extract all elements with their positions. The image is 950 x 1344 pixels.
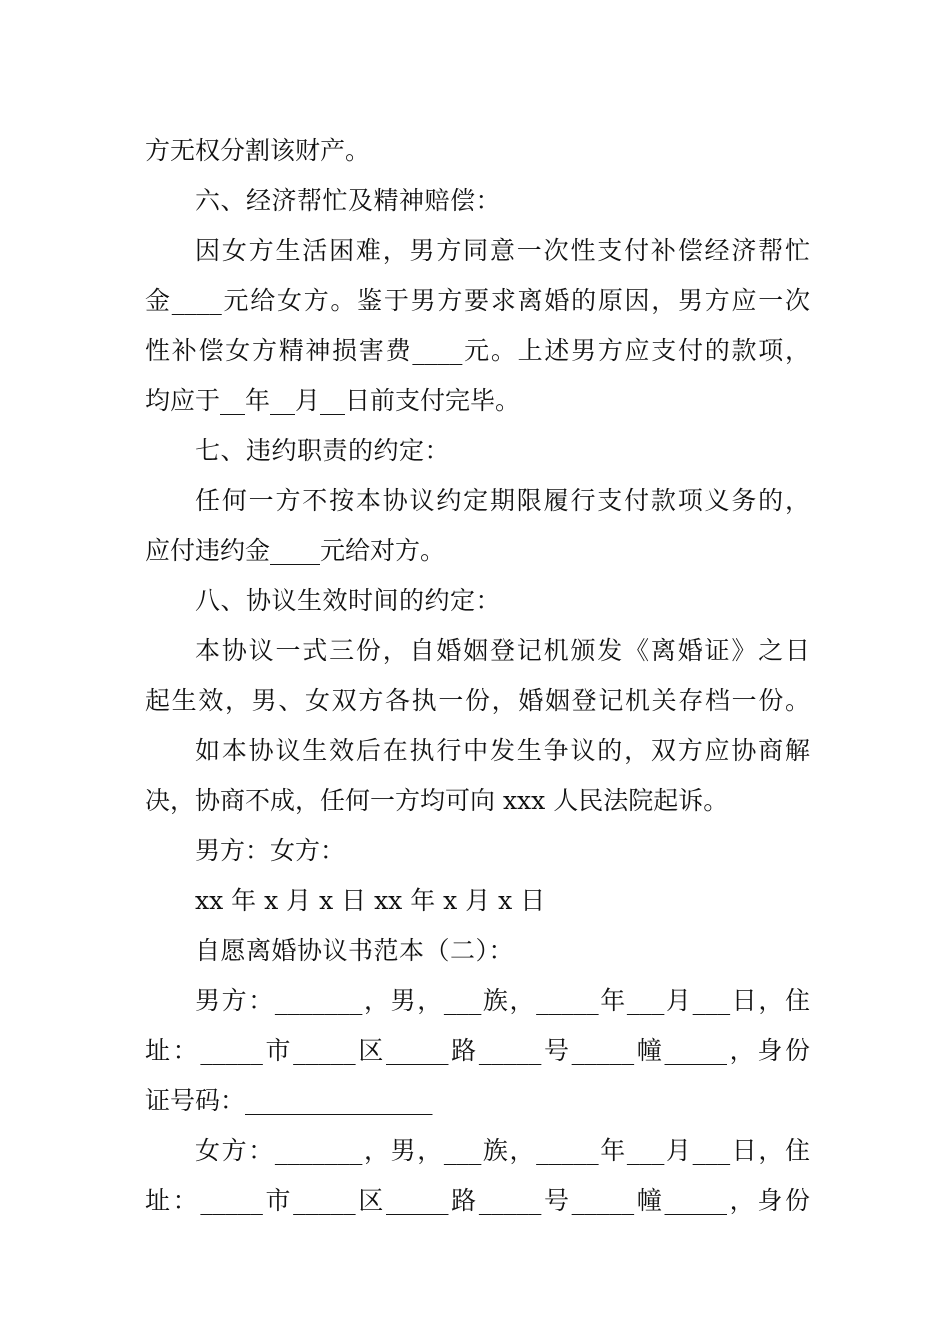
paragraph-line: 如本协议生效后在执行中发生争议的，双方应协商解	[195, 736, 810, 765]
signature-labels: 男方：女方：	[195, 836, 346, 865]
paragraph-line: 起生效，男、女双方各执一份，婚姻登记机关存档一份。	[145, 686, 810, 715]
paragraph-line: 金____元给女方。鉴于男方要求离婚的原因，男方应一次	[145, 286, 810, 315]
party-male-address-line: 址：_____市_____区_____路_____号_____幢_____，身份	[145, 1036, 810, 1065]
paragraph-line: 任何一方不按本协议约定期限履行支付款项义务的，	[195, 486, 810, 515]
party-male-id-line: 证号码：_______________	[145, 1086, 433, 1115]
paragraph-line: 方无权分割该财产。	[145, 136, 371, 165]
party-female-line: 女方：_______，男，___族，_____年___月___日，住	[195, 1136, 810, 1165]
paragraph-line: 性补偿女方精神损害费____元。上述男方应支付的款项，	[145, 336, 810, 365]
paragraph-line: 应付违约金____元给对方。	[145, 536, 446, 565]
section-heading-6: 六、经济帮忙及精神赔偿：	[195, 186, 502, 215]
template-title: 自愿离婚协议书范本（二）：	[195, 936, 515, 965]
section-heading-7: 七、违约职责的约定：	[195, 436, 451, 465]
paragraph-line: 决，协商不成，任何一方均可向 xxx 人民法院起诉。	[145, 786, 729, 815]
signature-dates: xx 年 x 月 x 日 xx 年 x 月 x 日	[195, 886, 546, 915]
paragraph-line: 均应于__年__月__日前支付完毕。	[145, 386, 521, 415]
party-male-line: 男方：_______，男，___族，_____年___月___日，住	[195, 986, 810, 1015]
party-female-address-line: 址：_____市_____区_____路_____号_____幢_____，身份	[145, 1186, 810, 1215]
paragraph-line: 因女方生活困难，男方同意一次性支付补偿经济帮忙	[195, 236, 810, 265]
paragraph-line: 本协议一式三份，自婚姻登记机颁发《离婚证》之日	[195, 636, 810, 665]
section-heading-8: 八、协议生效时间的约定：	[195, 586, 502, 615]
